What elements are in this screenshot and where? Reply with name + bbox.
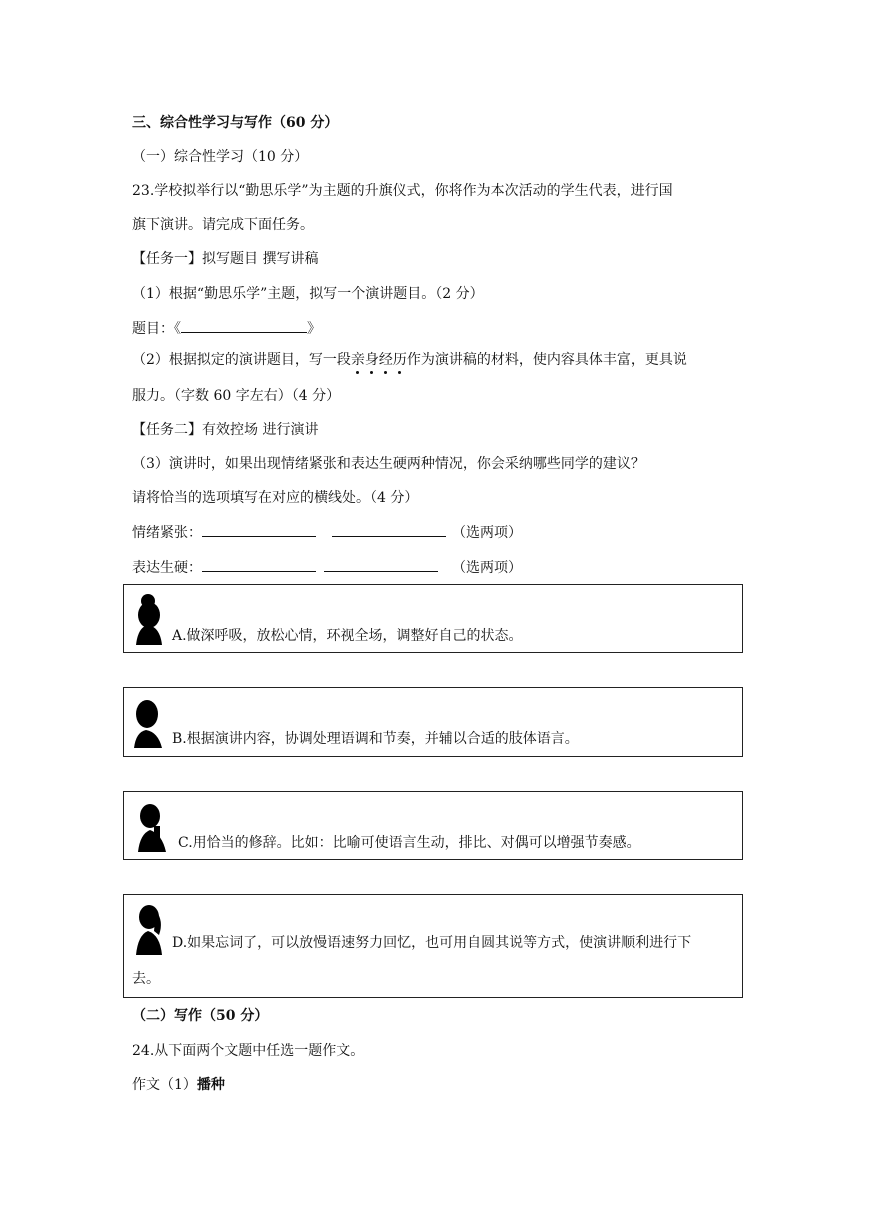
dotted-char: 经	[378, 352, 393, 368]
option-a-text: A.做深呼吸，放松心情，环视全场，调整好自己的状态。	[172, 628, 523, 644]
girl-silhouette-icon	[132, 591, 164, 645]
title-answer-line	[132, 318, 321, 339]
section-heading: 三、综合性学习与写作（60 分）	[132, 115, 339, 131]
option-a-box	[123, 584, 743, 653]
option-d-box	[123, 894, 743, 998]
boy-silhouette-icon	[132, 694, 164, 748]
dotted-char: 亲	[350, 352, 365, 368]
essay-1-prefix: 作文（1）	[132, 1077, 197, 1093]
title-prefix: 题目：《	[132, 321, 181, 337]
nervous-answer-line	[132, 522, 522, 543]
option-c-box	[123, 791, 743, 860]
question-3-instruction: 请将恰当的选项填写在对应的横线处。（4 分）	[132, 490, 419, 506]
question-23-line2: 旗下演讲。请完成下面任务。	[132, 217, 314, 233]
question-23-line1: 23.学校拟举行以“勤思乐学”为主题的升旗仪式，你将作为本次活动的学生代表，进行国	[132, 183, 673, 199]
part2-heading: （二）写作（50 分）	[132, 1008, 269, 1024]
question-3: （3）演讲时，如果出现情绪紧张和表达生硬两种情况，你会采纳哪些同学的建议？	[132, 456, 645, 472]
option-b-text: B.根据演讲内容，协调处理语调和节奏，并辅以合适的肢体语言。	[172, 731, 579, 747]
option-b-box	[123, 687, 743, 757]
part1-heading: （一）综合性学习（10 分）	[132, 149, 309, 165]
task1-heading: 【任务一】拟写题目 撰写讲稿	[132, 251, 319, 267]
stiff-label: 表达生硬：	[132, 560, 202, 576]
stiff-blank-2[interactable]	[324, 557, 438, 572]
question-24: 24.从下面两个文题中任选一题作文。	[132, 1043, 365, 1059]
dotted-char: 历	[392, 352, 407, 368]
task2-heading: 【任务二】有效控场 进行演讲	[132, 422, 319, 438]
stiff-answer-line	[132, 557, 522, 578]
nervous-blank-1[interactable]	[202, 522, 316, 537]
question-2-part-a: （2）根据拟定的演讲题目，写一段	[132, 352, 351, 368]
stiff-blank-1[interactable]	[202, 557, 316, 572]
question-2-line2: 服力。（字数 60 字左右）（4 分）	[132, 388, 341, 404]
girl-ponytail-silhouette-icon	[132, 901, 164, 955]
question-2-line1	[132, 350, 687, 370]
choose-two-note: （选两项）	[452, 560, 522, 576]
essay-1-title: 播种	[196, 1077, 225, 1093]
title-suffix: 》	[307, 321, 321, 337]
nervous-label: 情绪紧张：	[132, 525, 202, 541]
question-1: （1）根据“勤思乐学”主题，拟写一个演讲题目。（2 分）	[132, 286, 484, 302]
option-d-text-line1: D.如果忘词了，可以放慢语速努力回忆，也可用自圆其说等方式，使演讲顺利进行下	[172, 935, 692, 951]
thinking-boy-silhouette-icon	[136, 798, 168, 852]
title-blank[interactable]	[181, 318, 307, 333]
option-d-text-line2: 去。	[132, 971, 160, 987]
question-2-part-b: 作为演讲稿的材料，使内容具体丰富，更具说	[406, 352, 687, 368]
essay-1-line	[132, 1075, 225, 1095]
option-c-text: C.用恰当的修辞。比如：比喻可使语言生动，排比、对偶可以增强节奏感。	[178, 835, 641, 851]
choose-two-note: （选两项）	[452, 525, 522, 541]
nervous-blank-2[interactable]	[332, 522, 446, 537]
dotted-char: 身	[364, 352, 379, 368]
